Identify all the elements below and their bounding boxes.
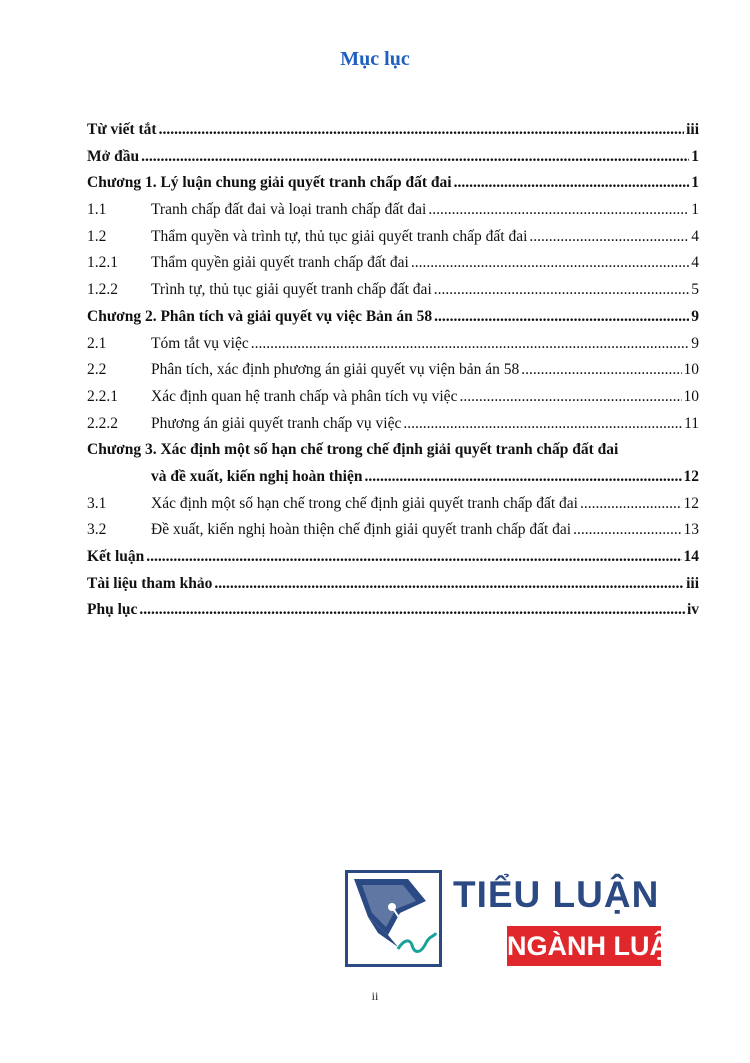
toc-leader-dots (403, 411, 682, 438)
toc-entry-text: Chương 3. Xác định một số hạn chế trong chế định giải quyết tranh chấp đất đai (87, 441, 619, 459)
toc-entry[interactable] (87, 304, 699, 331)
toc-entry-page: 5 (691, 281, 699, 299)
toc-leader-dots (251, 331, 690, 358)
toc-entry[interactable] (87, 250, 699, 277)
toc-entry[interactable] (87, 517, 699, 544)
toc-entry-page: 12 (683, 467, 699, 485)
toc-entry[interactable] (87, 197, 699, 224)
toc-entry-page: 4 (691, 227, 699, 245)
brand-name-line-2: NGÀNH LUẬT (507, 926, 661, 966)
toc-leader-dots (146, 544, 681, 571)
toc-entry-text: Phương án giải quyết tranh chấp vụ việc (151, 414, 402, 432)
toc-entry-text: Xác định một số hạn chế trong chế định giải quyết tranh chấp đất đai (151, 494, 578, 512)
toc-entry[interactable] (87, 117, 699, 144)
toc-entry-text: Tranh chấp đất đai và loại tranh chấp đất đai (151, 201, 427, 219)
toc-entry[interactable] (87, 357, 699, 384)
toc-entry-page: 1 (691, 174, 699, 192)
toc-entry[interactable] (87, 571, 699, 598)
toc-entry-page: 10 (683, 387, 699, 405)
toc-entry[interactable] (87, 144, 699, 171)
toc-leader-dots (428, 197, 689, 224)
toc-entry-chapter-3-line-1[interactable] (87, 437, 699, 464)
toc-leader-dots (434, 304, 689, 331)
toc-entry-number: 2.2.1 (87, 387, 118, 405)
toc-leader-dots (580, 491, 682, 518)
toc-entry-page: 9 (691, 307, 699, 325)
toc-entry[interactable] (87, 277, 699, 304)
toc-entry-text: Chương 2. Phân tích và giải quyết vụ việc Bản án 58 (87, 307, 433, 325)
toc-entry[interactable] (87, 170, 699, 197)
brand-name-line-1: TIỂU LUẬN (453, 874, 660, 915)
toc-entry[interactable] (87, 544, 699, 571)
toc-entry-page: 12 (683, 494, 699, 512)
toc-entry-text: Phụ lục (87, 601, 138, 619)
toc-entry-chapter-3-line-2[interactable] (87, 464, 699, 491)
toc-entry-text: Đề xuất, kiến nghị hoàn thiện chế định giải quyết tranh chấp đất đai (151, 521, 572, 539)
toc-entry[interactable] (87, 491, 699, 518)
toc-entry-page: 11 (684, 414, 699, 432)
toc-entry-text: Tài liệu tham khảo (87, 574, 213, 592)
toc-entry-number: 3.1 (87, 494, 107, 512)
toc-entry-text: và đề xuất, kiến nghị hoàn thiện (151, 467, 363, 485)
toc-leader-dots (529, 224, 689, 251)
pen-nib-icon (345, 870, 442, 967)
toc-entry[interactable] (87, 384, 699, 411)
toc-entry-text: Tóm tắt vụ việc (151, 334, 249, 352)
page-number: ii (371, 989, 379, 1003)
toc-leader-dots (139, 597, 685, 624)
toc-entry-page: iii (686, 574, 699, 592)
toc-entry[interactable] (87, 597, 699, 624)
toc-entry-number: 1.2.2 (87, 281, 118, 299)
toc-entry-text: Từ viết tắt (87, 121, 157, 138)
toc-entry-text: Chương 1. Lý luận chung giải quyết tranh chấp đất đai (87, 174, 452, 192)
toc-entry-number: 2.2 (87, 361, 107, 379)
toc-entry-page: 9 (691, 334, 699, 352)
toc-entry-text: Mở đầu (87, 147, 140, 165)
toc-leader-dots (141, 144, 689, 171)
toc-leader-dots (159, 117, 685, 144)
toc-leader-dots (214, 571, 684, 598)
toc-entry-number: 2.2.2 (87, 414, 118, 432)
toc-entry-number: 1.2.1 (87, 254, 118, 272)
toc-entry-number: 3.2 (87, 521, 107, 539)
toc-leader-dots (454, 170, 690, 197)
toc-entry-page: 1 (691, 147, 699, 165)
toc-title: Mục lục (340, 48, 410, 70)
toc-leader-dots (364, 464, 681, 491)
toc-entry-page: 14 (683, 548, 699, 565)
toc-entry-page: iii (686, 121, 699, 138)
toc-entry-number: 1.1 (87, 201, 107, 219)
table-of-contents (87, 117, 699, 624)
toc-leader-dots (521, 357, 681, 384)
toc-entry-page: 4 (691, 254, 699, 272)
toc-entry-text: Xác định quan hệ tranh chấp và phân tích vụ việc (151, 387, 458, 405)
toc-entry-page: 13 (683, 521, 699, 539)
toc-entry[interactable] (87, 331, 699, 358)
brand-logo (345, 870, 686, 972)
toc-entry-text: Thẩm quyền giải quyết tranh chấp đất đai (151, 254, 409, 272)
toc-entry-text: Trình tự, thủ tục giải quyết tranh chấp đất đai (151, 281, 432, 299)
toc-entry[interactable] (87, 224, 699, 251)
toc-leader-dots (411, 250, 689, 277)
toc-entry-number: 2.1 (87, 334, 107, 352)
toc-leader-dots (434, 277, 690, 304)
toc-leader-dots (459, 384, 681, 411)
toc-entry-number: 1.2 (87, 227, 107, 245)
toc-entry-page: 10 (683, 361, 699, 379)
toc-entry-text: Thẩm quyền và trình tự, thủ tục giải quyết tranh chấp đất đai (151, 227, 528, 245)
toc-entry-text: Phân tích, xác định phương án giải quyết vụ viện bản án 58 (151, 361, 520, 379)
toc-entry-page: iv (686, 601, 699, 619)
toc-leader-dots (573, 517, 681, 544)
toc-entry[interactable] (87, 411, 699, 438)
toc-entry-page: 1 (691, 201, 699, 219)
toc-entry-text: Kết luận (87, 548, 145, 565)
